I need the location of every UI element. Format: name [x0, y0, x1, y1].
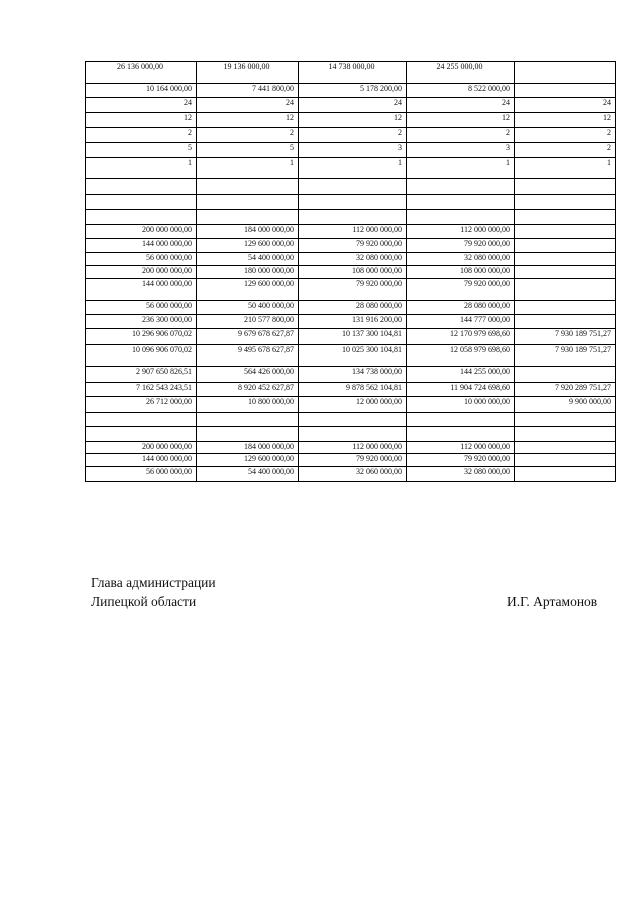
table-cell: 200 000 000,00 — [86, 266, 197, 279]
table-cell: 56 000 000,00 — [86, 253, 197, 266]
financial-table-body — [86, 62, 616, 482]
table-row — [86, 442, 616, 454]
table-cell: 10 025 300 104,81 — [299, 345, 407, 367]
table-cell: 7 930 189 751,27 — [515, 329, 616, 345]
table-cell — [197, 210, 299, 225]
table-row — [86, 62, 616, 84]
table-cell — [515, 62, 616, 84]
table-cell: 112 000 000,00 — [407, 225, 515, 239]
table-cell: 28 080 000,00 — [407, 301, 515, 315]
table-cell: 108 000 000,00 — [299, 266, 407, 279]
table-row — [86, 454, 616, 467]
table-cell: 2 907 650 826,51 — [86, 367, 197, 383]
table-cell — [197, 179, 299, 195]
table-cell — [299, 179, 407, 195]
table-cell — [407, 195, 515, 210]
table-row — [86, 266, 616, 279]
table-cell: 11 904 724 698,60 — [407, 383, 515, 397]
table-row — [86, 467, 616, 482]
table-row — [86, 367, 616, 383]
table-row — [86, 179, 616, 195]
table-row — [86, 279, 616, 301]
table-row — [86, 113, 616, 128]
table-cell: 144 255 000,00 — [407, 367, 515, 383]
table-cell: 10 800 000,00 — [197, 397, 299, 413]
table-cell: 7 920 289 751,27 — [515, 383, 616, 397]
table-cell: 12 — [407, 113, 515, 128]
table-cell — [299, 413, 407, 427]
table-cell: 5 — [197, 143, 299, 158]
table-cell — [515, 367, 616, 383]
table-cell: 79 920 000,00 — [407, 454, 515, 467]
table-cell: 24 — [86, 98, 197, 113]
table-cell: 112 000 000,00 — [299, 442, 407, 454]
table-cell: 19 136 000,00 — [197, 62, 299, 84]
table-cell: 1 — [515, 158, 616, 179]
signatory-title-line2: Липецкой области — [91, 594, 197, 609]
table-cell — [86, 179, 197, 195]
table-cell: 10 096 906 070,02 — [86, 345, 197, 367]
financial-table — [85, 61, 616, 482]
table-cell: 564 426 000,00 — [197, 367, 299, 383]
table-row — [86, 158, 616, 179]
signatory-title-line1: Глава администрации — [91, 575, 216, 590]
table-cell: 24 255 000,00 — [407, 62, 515, 84]
table-cell: 5 — [86, 143, 197, 158]
table-cell: 28 080 000,00 — [299, 301, 407, 315]
table-cell: 2 — [515, 128, 616, 143]
table-cell — [86, 195, 197, 210]
table-cell — [407, 413, 515, 427]
table-cell: 1 — [407, 158, 515, 179]
table-row — [86, 210, 616, 225]
table-cell: 129 600 000,00 — [197, 279, 299, 301]
table-row — [86, 329, 616, 345]
table-cell — [197, 427, 299, 442]
table-cell: 3 — [299, 143, 407, 158]
table-cell — [515, 301, 616, 315]
table-cell: 210 577 800,00 — [197, 315, 299, 329]
table-cell: 184 000 000,00 — [197, 442, 299, 454]
table-cell: 12 — [299, 113, 407, 128]
table-cell: 129 600 000,00 — [197, 239, 299, 253]
table-cell: 32 060 000,00 — [299, 467, 407, 482]
table-cell: 54 400 000,00 — [197, 467, 299, 482]
table-cell — [515, 315, 616, 329]
table-cell — [299, 195, 407, 210]
table-cell — [86, 413, 197, 427]
table-cell: 2 — [407, 128, 515, 143]
table-cell: 56 000 000,00 — [86, 301, 197, 315]
table-row — [86, 397, 616, 413]
table-cell — [515, 225, 616, 239]
table-cell — [515, 427, 616, 442]
table-cell: 2 — [197, 128, 299, 143]
table-cell: 5 178 200,00 — [299, 84, 407, 98]
table-cell — [407, 179, 515, 195]
table-cell: 108 000 000,00 — [407, 266, 515, 279]
table-cell: 24 — [407, 98, 515, 113]
table-cell — [407, 427, 515, 442]
table-cell — [197, 195, 299, 210]
table-row — [86, 383, 616, 397]
table-cell: 79 920 000,00 — [299, 279, 407, 301]
table-cell: 10 000 000,00 — [407, 397, 515, 413]
table-cell: 134 738 000,00 — [299, 367, 407, 383]
table-cell — [197, 413, 299, 427]
table-cell: 56 000 000,00 — [86, 467, 197, 482]
table-cell: 7 930 189 751,27 — [515, 345, 616, 367]
table-cell: 180 000 000,00 — [197, 266, 299, 279]
table-cell: 236 300 000,00 — [86, 315, 197, 329]
table-cell — [515, 179, 616, 195]
table-cell: 12 058 979 698,60 — [407, 345, 515, 367]
table-cell: 24 — [515, 98, 616, 113]
table-cell: 79 920 000,00 — [299, 239, 407, 253]
table-row — [86, 345, 616, 367]
table-cell — [515, 195, 616, 210]
table-cell: 7 441 800,00 — [197, 84, 299, 98]
table-cell: 1 — [197, 158, 299, 179]
table-cell: 12 170 979 698,60 — [407, 329, 515, 345]
table-cell — [86, 210, 197, 225]
table-cell — [515, 84, 616, 98]
table-cell: 3 — [407, 143, 515, 158]
table-cell: 200 000 000,00 — [86, 225, 197, 239]
table-cell: 1 — [299, 158, 407, 179]
table-cell: 12 000 000,00 — [299, 397, 407, 413]
table-cell: 79 920 000,00 — [407, 239, 515, 253]
table-cell: 1 — [86, 158, 197, 179]
table-cell — [299, 210, 407, 225]
table-cell — [515, 253, 616, 266]
table-cell: 144 000 000,00 — [86, 239, 197, 253]
table-cell: 2 — [515, 143, 616, 158]
table-cell — [299, 427, 407, 442]
table-row — [86, 427, 616, 442]
table-cell: 112 000 000,00 — [407, 442, 515, 454]
table-cell: 9 878 562 104,81 — [299, 383, 407, 397]
table-cell: 144 000 000,00 — [86, 454, 197, 467]
table-cell: 26 712 000,00 — [86, 397, 197, 413]
table-cell: 200 000 000,00 — [86, 442, 197, 454]
table-row — [86, 239, 616, 253]
table-cell: 12 — [86, 113, 197, 128]
table-cell — [515, 413, 616, 427]
table-cell: 10 296 906 070,02 — [86, 329, 197, 345]
table-cell: 129 600 000,00 — [197, 454, 299, 467]
table-cell — [515, 210, 616, 225]
table-cell: 184 000 000,00 — [197, 225, 299, 239]
table-cell — [515, 266, 616, 279]
table-cell: 2 — [299, 128, 407, 143]
table-row — [86, 84, 616, 98]
table-row — [86, 225, 616, 239]
table-cell: 144 777 000,00 — [407, 315, 515, 329]
table-cell: 79 920 000,00 — [407, 279, 515, 301]
table-cell — [515, 454, 616, 467]
table-cell: 8 522 000,00 — [407, 84, 515, 98]
table-cell: 8 920 452 627,87 — [197, 383, 299, 397]
table-cell: 14 738 000,00 — [299, 62, 407, 84]
table-cell: 32 080 000,00 — [407, 467, 515, 482]
table-cell: 9 495 678 627,87 — [197, 345, 299, 367]
table-row — [86, 315, 616, 329]
table-row — [86, 143, 616, 158]
table-cell: 144 000 000,00 — [86, 279, 197, 301]
table-cell: 24 — [197, 98, 299, 113]
table-cell: 12 — [515, 113, 616, 128]
table-row — [86, 413, 616, 427]
table-row — [86, 128, 616, 143]
table-cell: 9 900 000,00 — [515, 397, 616, 413]
table-cell — [407, 210, 515, 225]
table-cell: 10 137 300 104,81 — [299, 329, 407, 345]
signatory-name: И.Г. Артамонов — [507, 594, 598, 609]
table-cell — [515, 467, 616, 482]
table-cell: 10 164 000,00 — [86, 84, 197, 98]
table-cell — [515, 239, 616, 253]
table-cell — [515, 442, 616, 454]
table-cell — [515, 279, 616, 301]
table-cell: 54 400 000,00 — [197, 253, 299, 266]
table-row — [86, 301, 616, 315]
table-cell: 24 — [299, 98, 407, 113]
table-cell: 32 080 000,00 — [299, 253, 407, 266]
table-cell: 12 — [197, 113, 299, 128]
table-row — [86, 195, 616, 210]
table-cell: 50 400 000,00 — [197, 301, 299, 315]
table-cell: 7 162 543 243,51 — [86, 383, 197, 397]
table-cell: 9 679 678 627,87 — [197, 329, 299, 345]
table-row — [86, 253, 616, 266]
table-row — [86, 98, 616, 113]
table-cell: 32 080 000,00 — [407, 253, 515, 266]
table-cell: 26 136 000,00 — [86, 62, 197, 84]
table-cell: 112 000 000,00 — [299, 225, 407, 239]
table-cell: 131 916 200,00 — [299, 315, 407, 329]
table-cell — [86, 427, 197, 442]
table-cell: 2 — [86, 128, 197, 143]
table-cell: 79 920 000,00 — [299, 454, 407, 467]
